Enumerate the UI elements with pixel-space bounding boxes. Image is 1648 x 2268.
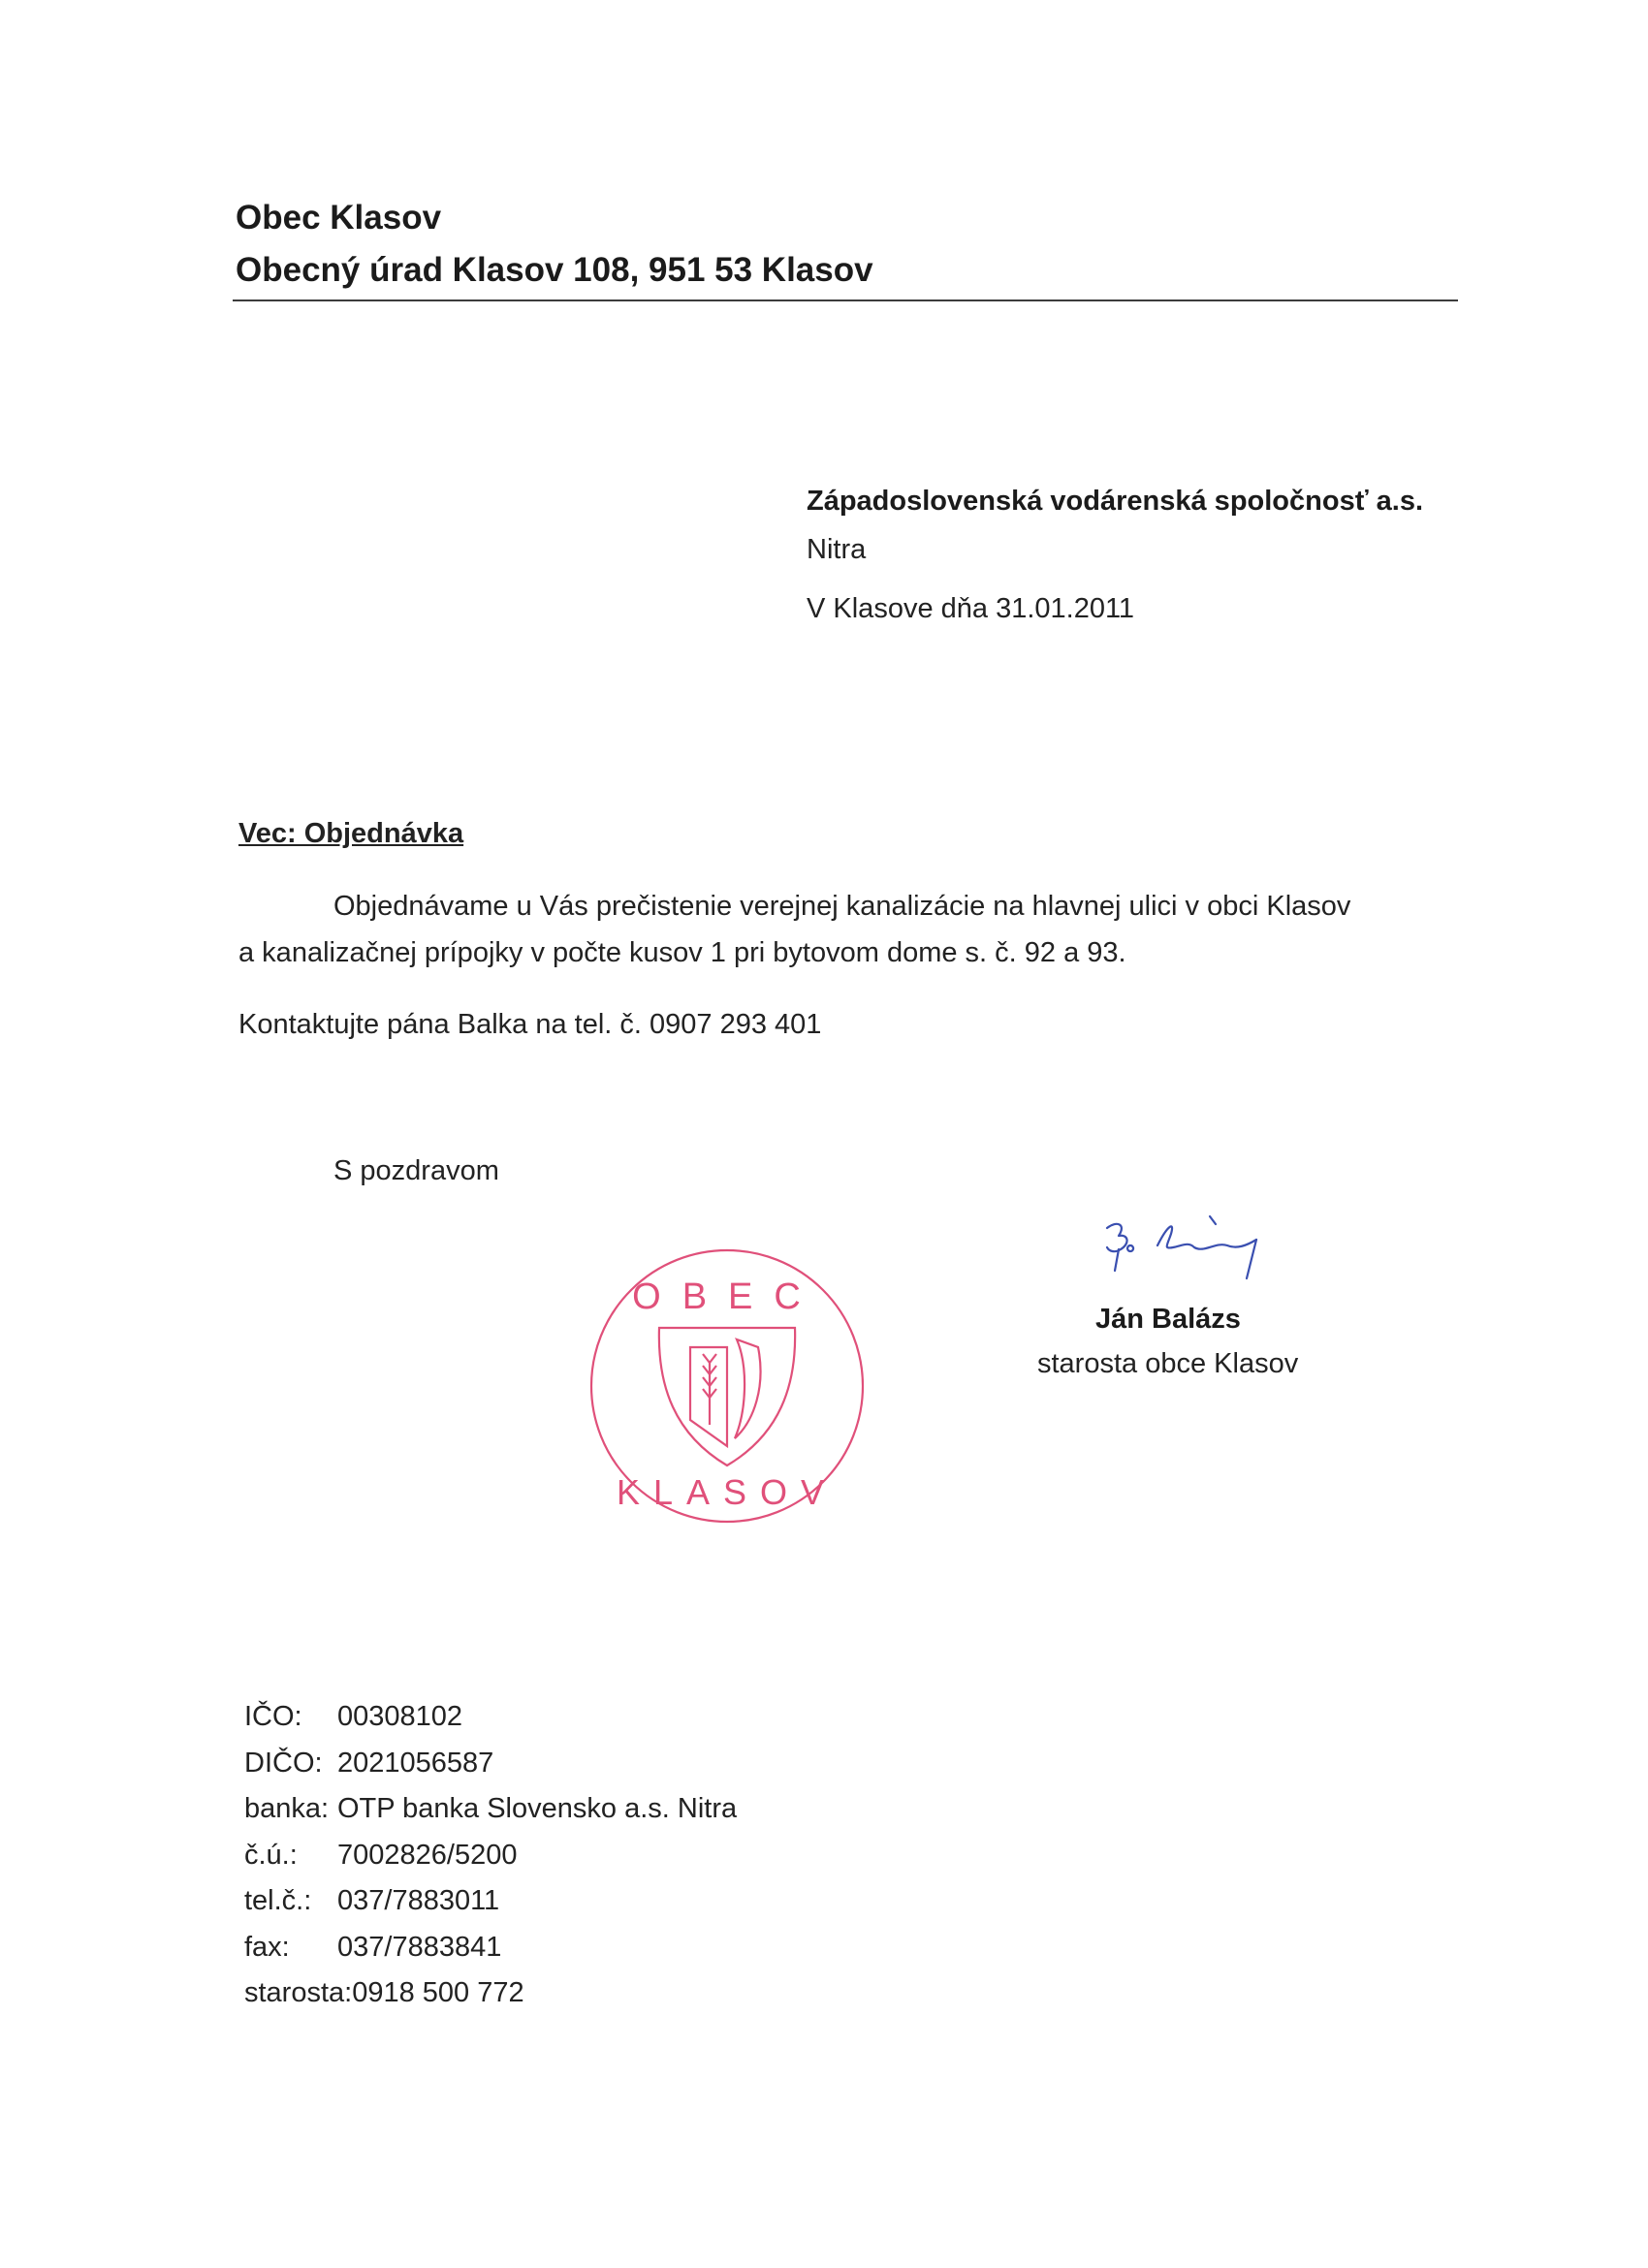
handwritten-signature bbox=[1095, 1207, 1309, 1284]
recipient-block bbox=[807, 477, 1423, 574]
municipality-name: Obec Klasov bbox=[236, 199, 442, 236]
official-stamp bbox=[582, 1241, 872, 1531]
footer-value: 00308102 bbox=[337, 1701, 463, 1732]
footer-row-fax bbox=[244, 1932, 737, 1978]
date-line: V Klasove dňa 31.01.2011 bbox=[807, 593, 1135, 624]
contact-line: Kontaktujte pána Balka na tel. č. 0907 293 401 bbox=[238, 1009, 822, 1040]
footer-details bbox=[244, 1701, 737, 2024]
body-line-1: Objednávame u Vás prečistenie verejnej kanalizácie na hlavnej ulici v obci Klasov bbox=[333, 891, 1351, 922]
recipient-city: Nitra bbox=[807, 534, 867, 565]
footer-value: 2021056587 bbox=[337, 1747, 494, 1779]
footer-label: DIČO: bbox=[244, 1747, 323, 1779]
footer-row-phone bbox=[244, 1885, 737, 1932]
footer-label: IČO: bbox=[244, 1701, 302, 1732]
signer-name: Ján Balázs bbox=[1095, 1304, 1241, 1335]
footer-row-bank bbox=[244, 1793, 737, 1840]
footer-row-ico bbox=[244, 1701, 737, 1748]
footer-label: banka: bbox=[244, 1793, 330, 1824]
greeting: S pozdravom bbox=[333, 1155, 499, 1186]
footer-label: starosta: bbox=[244, 1977, 353, 2008]
office-address: Obecný úrad Klasov 108, 951 53 Klasov bbox=[236, 251, 873, 289]
subject-line: Vec: Objednávka bbox=[238, 818, 464, 849]
recipient-company: Západoslovenská vodárenská spoločnosť a.s. bbox=[807, 486, 1424, 517]
body-line-2: a kanalizačnej prípojky v počte kusov 1 pri bytovom dome s. č. 92 a 93. bbox=[238, 937, 1126, 968]
footer-label: č.ú.: bbox=[244, 1839, 298, 1871]
footer-label: tel.č.: bbox=[244, 1885, 312, 1916]
footer-row-dico bbox=[244, 1748, 737, 1794]
footer-value: 037/7883011 bbox=[337, 1885, 500, 1916]
header-divider bbox=[233, 299, 1458, 301]
footer-row-mayor bbox=[244, 1977, 737, 2024]
footer-value: 7002826/5200 bbox=[337, 1839, 518, 1871]
footer-row-account bbox=[244, 1840, 737, 1886]
footer-label: fax: bbox=[244, 1931, 290, 1963]
footer-value: 037/7883841 bbox=[337, 1931, 502, 1963]
footer-value: OTP banka Slovensko a.s. Nitra bbox=[337, 1793, 738, 1824]
signer-block bbox=[1037, 1297, 1454, 1386]
signer-role: starosta obce Klasov bbox=[1037, 1348, 1299, 1379]
stamp-top-text: OBEC bbox=[632, 1276, 822, 1317]
footer-value: 0918 500 772 bbox=[352, 1977, 524, 2008]
stamp-bottom-text: KLASOV bbox=[616, 1472, 839, 1512]
